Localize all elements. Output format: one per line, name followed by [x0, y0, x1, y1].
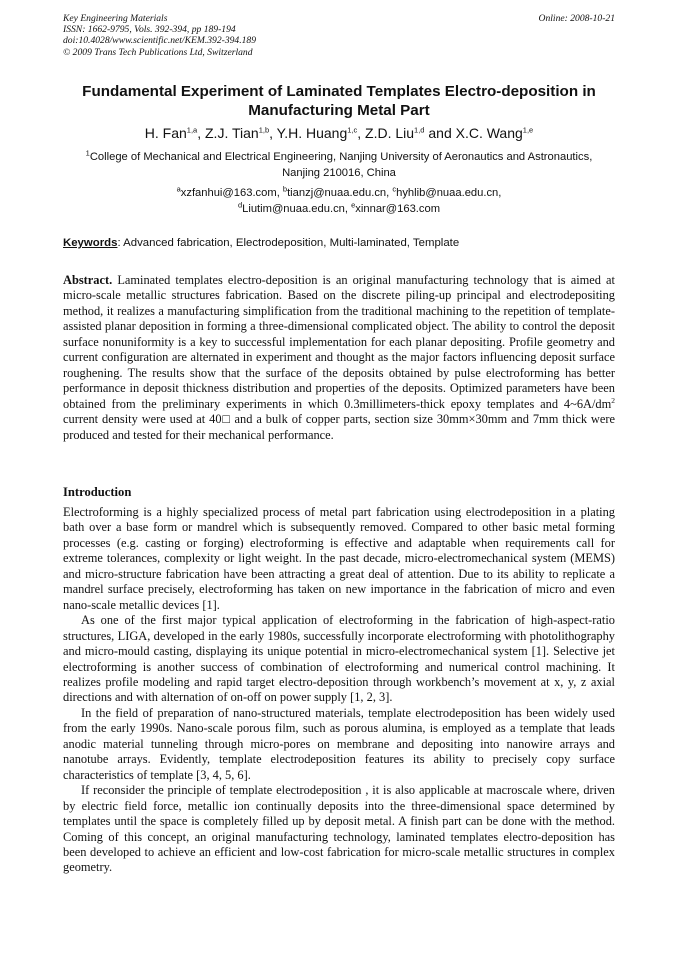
email-separator: ,: [498, 187, 502, 199]
keywords-line: [63, 236, 615, 250]
author-name: H. Fan: [144, 125, 187, 141]
author-separator: ,: [197, 125, 205, 141]
email-link[interactable]: tianzj@nuaa.edu.cn: [287, 187, 387, 199]
journal-header: [63, 13, 615, 58]
email-list: [70, 185, 608, 217]
introduction-body: [63, 505, 615, 876]
issn-line: ISSN: 1662-9795, Vols. 392-394, pp 189-194: [63, 24, 236, 36]
email-sup: a: [176, 184, 181, 194]
email-separator: ,: [386, 187, 393, 199]
email-sup: c: [392, 184, 397, 194]
author-separator: ,: [269, 125, 277, 141]
keywords-text: Advanced fabrication, Electrodeposition, Multi-laminated, Template: [123, 237, 460, 249]
paragraph: In the field of preparation of nano-structured materials, template electrodeposition has been widely used from the early 1990s. Nano-scale porous film, such as porous alumina, is employed as a template that leads anodic material tunneling through micro-pores on membrane and depositing into nanowire arrays and nanotube arrays. Evidently, template electrodeposition features its ability to precisely copy surface characteristics of template [3, 4, 5, 6].: [63, 705, 615, 782]
email-separator: ,: [344, 203, 352, 215]
doi-line: doi:10.4028/www.scientific.net/KEM.392-394.189: [63, 35, 257, 47]
email-sup: d: [237, 200, 243, 210]
abstract: [63, 273, 615, 443]
affiliation-text: College of Mechanical and Electrical Engineering, Nanjing University of Aeronautics and Astronautics, Nanjing 210016, China: [89, 151, 593, 179]
author-name: Y.H. Huang: [276, 125, 348, 141]
online-date: Online: 2008-10-21: [538, 13, 615, 24]
author-name: Z.D. Liu: [365, 125, 415, 141]
author-sup: 1,b: [258, 125, 270, 135]
section-heading: Introduction: [63, 485, 132, 499]
author-separator: ,: [357, 125, 366, 141]
keywords-label: Keywords: [63, 237, 118, 249]
author-sup: 1,c: [347, 125, 358, 135]
abstract-text: Laminated templates electro-deposition is an original manufacturing technology that is aimed at micro-scale metallic structures fabrication. Based on the discrete piling-up principal and electrodepositing method, it realizes a manufacturing simplification from the traditional machining to the repetition of template-assisted planar deposition in forming a three-dimensional complicated object. The ability to control the deposit surface nonuniformity is a key to successful implementation for each planar depositing. Profile geometry and current configuration are alternated in experiment and thought as the major factors influencing deposit surface roughening. The results show that the surface of the deposits obtained by pulse electroforming has better performance in deposit thickness distribution and properties of the deposits. Optimized parameters have been obtained from the preliminary experiments in which 0.3millimeters-thick epoxy templates and 4~6A/dm: [63, 273, 615, 411]
paragraph: As one of the first major typical application of electroforming in the fabrication of high-aspect-ratio structures, LIGA, developed in the early 1980s, successfully incorporate electroforming with photolithography and micro-mould casting, displaying its unique potential in micro-electromechanical system [1]. Selective jet electroforming is another success of combination of electroforming and numerical control machining. It realizes profile modeling and rapid target electro-deposition through workbench’s movement at x, y, z axial directions and with alternation of on-off on power supply [1, 2, 3].: [63, 613, 615, 705]
abstract-text-cont: current density were used at 40□ and a bulk of copper parts, section size 30mm×30mm and 7mm thick were produced and tested for their mechanical performance.: [63, 412, 615, 442]
author-list: [50, 124, 628, 142]
email-link[interactable]: hyhlib@nuaa.edu.cn: [396, 187, 499, 199]
email-separator: ,: [276, 187, 283, 199]
author-and: and: [424, 125, 456, 141]
paragraph: If reconsider the principle of template electrodeposition , it is also applicable at macroscale where, driven by electric field force, metallic ion continually deposits into the three-dimensional space determined by templates until the space is completely filled up by deposit metal. A finish part can be done with the method. Coming of this concept, an original manufacturing technology, laminated templates electro-deposition has been developed to achieve an efficient and low-cost fabrication for micro-scale metallic structures in complex geometry.: [63, 783, 615, 875]
abstract-sup: 2: [611, 395, 615, 405]
author-sup: 1,a: [186, 125, 198, 135]
author-sup: 1,d: [414, 125, 425, 135]
paragraph: Electroforming is a highly specialized process of metal part fabrication using electrodeposition in a plating bath over a base form or mandrel which is subsequently removed. Compared to other basic metal forming processes (e.g. casting or forging) electroforming is effective and adaptable when requirements call for extreme tolerances, complexity or light weight. In the past decade, micro-electromechanical system (MEMS) and micro-structure fabrication have been attracting a great deal of attention. Due to its ability to replicate a mandrel surface precisely, electroforming has taken on new importance in the fabrication of micro and even nano-scale metallic devices [1].: [63, 505, 615, 612]
journal-name: Key Engineering Materials: [63, 13, 168, 24]
affiliation: [70, 149, 608, 181]
email-sup: b: [282, 184, 288, 194]
email-link[interactable]: xinnar@163.com: [355, 203, 441, 215]
paper-title: Fundamental Experiment of Laminated Templates Electro-deposition in Manufacturing Metal Part: [82, 83, 596, 119]
author-name: X.C. Wang: [455, 125, 523, 141]
copyright-line: © 2009 Trans Tech Publications Ltd, Switzerland: [63, 46, 253, 58]
email-link[interactable]: Liutim@nuaa.edu.cn: [242, 203, 345, 215]
author-sup: 1,e: [522, 125, 534, 135]
abstract-label: Abstract.: [63, 273, 113, 287]
email-link[interactable]: xzfanhui@163.com: [180, 187, 277, 199]
affiliation-sup: 1: [85, 148, 90, 158]
email-sup: e: [351, 200, 356, 210]
author-name: Z.J. Tian: [205, 125, 259, 141]
keywords-colon: :: [117, 237, 124, 249]
